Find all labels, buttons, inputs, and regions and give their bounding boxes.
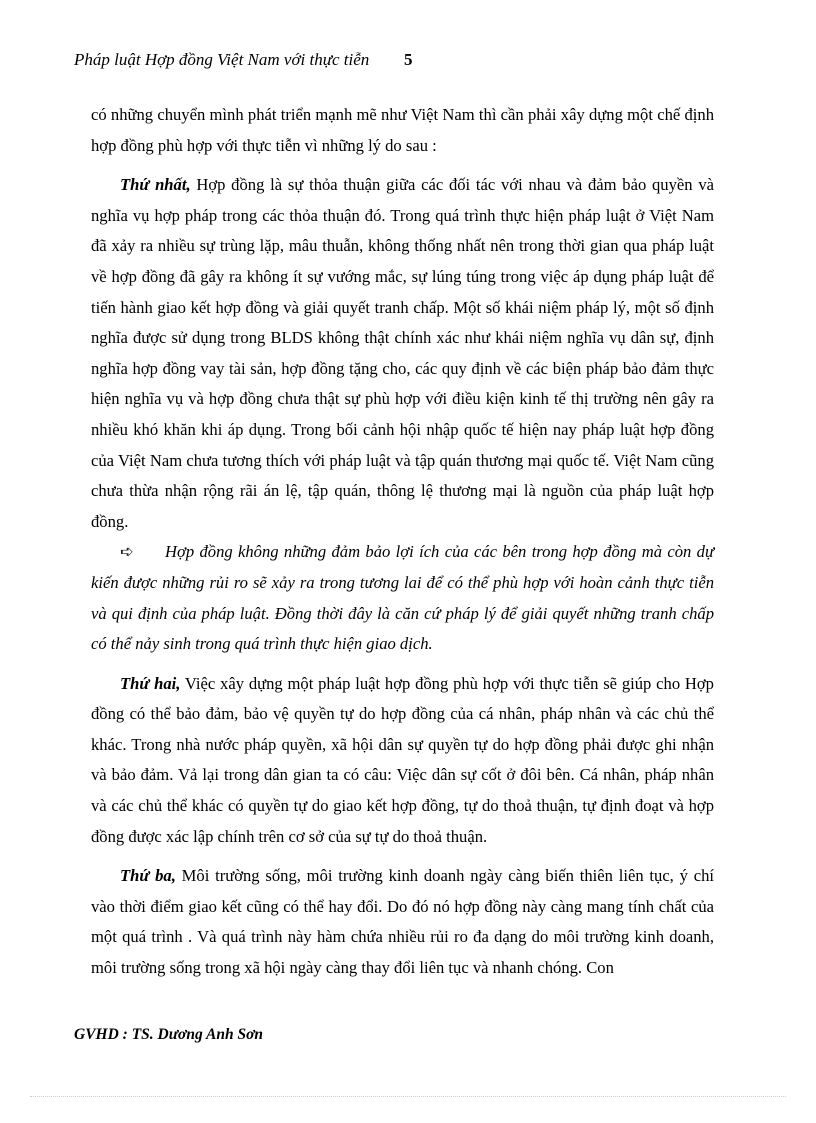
page-divider: [30, 1096, 786, 1097]
arrow-right-icon: ➪: [120, 542, 134, 562]
page-footer: GVHD : TS. Dương Anh Sơn: [74, 1026, 264, 1043]
document-title: Pháp luật Hợp đồng Việt Nam với thực tiễn: [74, 50, 370, 69]
intro-paragraph: có những chuyển mình phát triển mạnh mẽ như Việt Nam thì cần phải xây dựng một chế định hợp đồng phù hợp với thực tiễn vì những lý do sau :: [91, 105, 714, 155]
paragraph-thu-hai: [91, 669, 714, 853]
page-body: [91, 100, 714, 984]
paragraph-lead: Thứ nhất,: [120, 175, 191, 195]
page-header: [74, 50, 742, 76]
paragraph-lead: Thứ ba,: [120, 866, 176, 886]
paragraph-lead: Thứ hai,: [120, 673, 181, 693]
highlight-note: [91, 537, 714, 659]
paragraph-text: Môi trường sống, môi trường kinh doanh ngày càng biến thiên liên tục, ý chí vào thời điểm giao kết cũng có thể hay đổi. Do đó nó hợp đồng này càng mang tính chất của một quá trình . Và quá trình này hàm chứa nhiều rủi ro đa dạng do môi trường kinh doanh, môi trường sống trong xã hội ngày càng thay đổi liên tục và nhanh chóng. Con: [91, 866, 714, 978]
paragraph-text: Việc xây dựng một pháp luật hợp đồng phù hợp với thực tiễn sẽ giúp cho Hợp đồng có thể bảo đảm, bảo vệ quyền tự do hợp đồng của cá nhân, pháp nhân và các chủ thể khác. Trong nhà nước pháp quyền, xã hội dân sự quyền tự do hợp đồng phải được ghi nhận và bảo đảm. Vả lại trong dân gian ta có câu: Việc dân sự cốt ở đôi bên. Cá nhân, pháp nhân và các chủ thể khác có quyền tự do giao kết hợp đồng, tự do thoả thuận, tự định đoạt và hợp đồng được xác lập chính trên cơ sở của sự tự do thoả thuận.: [91, 673, 714, 846]
note-text: Hợp đồng không những đảm bảo lợi ích của các bên trong hợp đồng mà còn dự kiến được những rủi ro sẽ xảy ra trong tương lai để có thể phù hợp với hoàn cảnh thực tiễn và qui định của pháp luật. Đồng thời đây là căn cứ pháp lý để giải quyết những tranh chấp có thể nảy sinh trong quá trình thực hiện giao dịch.: [91, 542, 714, 654]
paragraph-thu-nhat: [91, 170, 714, 537]
paragraph-text: Hợp đồng là sự thỏa thuận giữa các đối tác với nhau và đảm bảo quyền và nghĩa vụ hợp pháp trong các thỏa thuận đó. Trong quá trình thực hiện pháp luật ở Việt Nam đã xảy ra nhiều sự trùng lặp, mâu thuẫn, không thống nhất nên trong thời gian qua pháp luật về hợp đồng đã gây ra không ít sự vướng mắc, sự lúng túng trong việc áp dụng pháp luật để tiến hành giao kết hợp đồng và giải quyết tranh chấp. Một số khái niệm pháp lý, một số định nghĩa được sử dụng trong BLDS không thật chính xác như khái niệm nghĩa vụ dân sự, định nghĩa hợp đồng vay tài sản, hợp đồng tặng cho, các quy định về các biện pháp bảo đảm thực hiện nghĩa vụ và hợp đồng chưa thật sự phù hợp với điều kiện kinh tế thị trường nên gây ra nhiều khó khăn khi áp dụng. Trong bối cảnh hội nhập quốc tế hiện nay pháp luật hợp đồng của Việt Nam chưa tương thích với pháp luật và tập quán thương mại quốc tế. Việt Nam cũng chưa thừa nhận rộng rãi án lệ, tập quán, thông lệ thương mại là nguồn của pháp luật hợp đồng.: [91, 175, 714, 531]
paragraph-thu-ba: [91, 861, 714, 983]
page-number: 5: [404, 50, 413, 69]
